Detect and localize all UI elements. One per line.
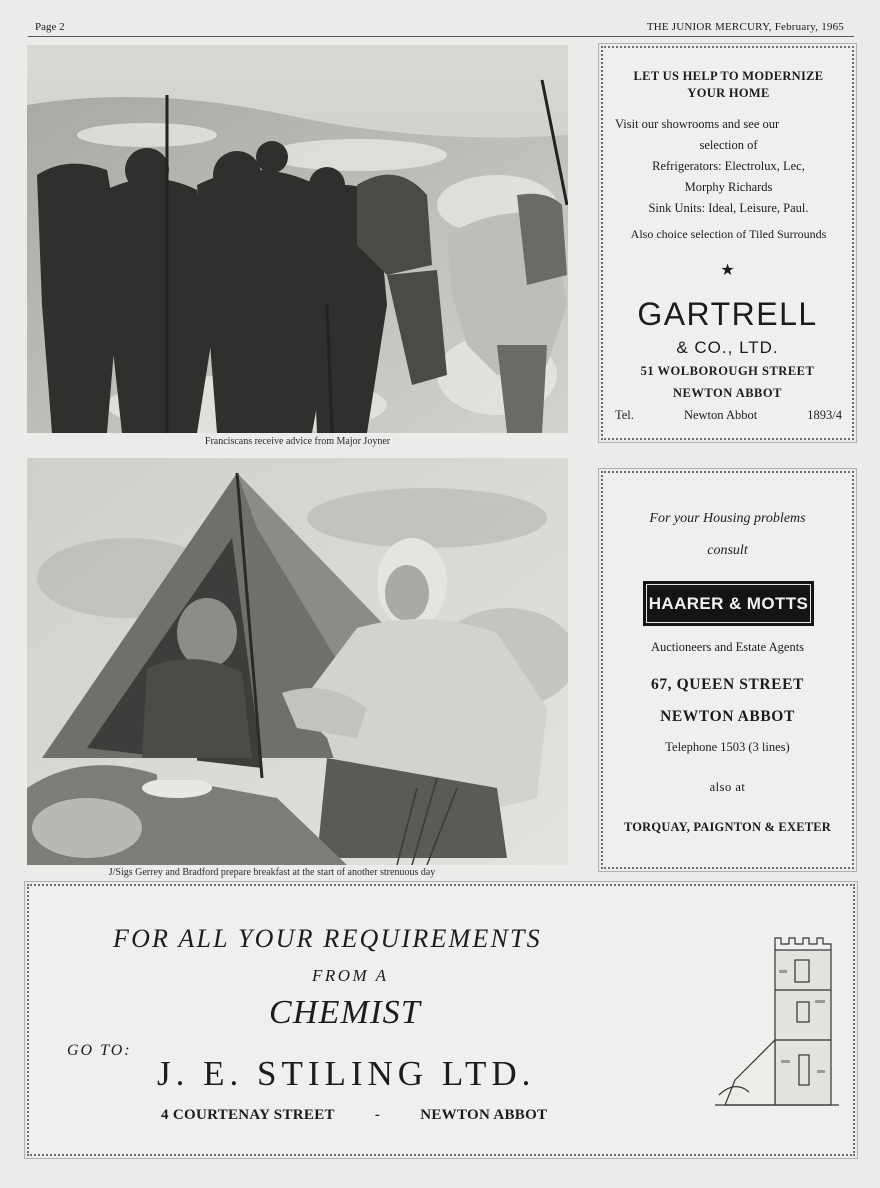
ad-gartrell [601,46,854,440]
photo-franciscans [27,45,568,433]
gartrell-address-2: NEWTON ABBOT [673,386,782,400]
masthead: THE JUNIOR MERCURY, February, 1965 [646,21,844,33]
chemist-goto: GO TO: [67,1042,132,1059]
ad-haarer-motts [601,471,854,869]
gartrell-company-name: GARTRELL [637,296,818,332]
gartrell-line-2: selection of [699,138,758,152]
gartrell-tel-number: 1893/4 [807,408,842,422]
haarer-phone: Telephone 1503 (3 lines) [665,740,790,754]
chemist-line-3: CHEMIST [269,994,421,1031]
chemist-town: NEWTON ABBOT [420,1107,548,1123]
caption-franciscans: Franciscans receive advice from Major Joyner [204,436,391,447]
haarer-motts-logo-text: HAARER & MOTTS [646,584,811,623]
haarer-line-1: For your Housing problems [649,511,806,526]
gartrell-line-5: Sink Units: Ideal, Leisure, Paul. [648,201,809,215]
church-tower-icon [715,930,839,1112]
chemist-company-name: J. E. STILING LTD. [157,1054,536,1093]
gartrell-line-1-text: Visit our showrooms and see our [615,117,780,131]
haarer-other-towns: TORQUAY, PAIGNTON & EXETER [623,820,832,834]
star-icon: ★ [720,262,735,279]
chemist-line-2: FROM A [312,966,389,985]
gartrell-line-4: Morphy Richards [684,180,773,194]
gartrell-tel-place: Newton Abbot [683,408,758,422]
chemist-street: 4 COURTENAY STREET [161,1107,335,1123]
gartrell-tel-label: Tel. [615,408,634,422]
haarer-street: 67, QUEEN STREET [650,676,804,693]
haarer-also: also at [709,780,746,794]
gartrell-company-suffix: & CO., LTD. [676,338,779,357]
haarer-motts-logo [643,581,814,626]
haarer-line-2: consult [707,543,748,558]
haarer-town: NEWTON ABBOT [660,708,795,725]
chemist-dash: - [374,1107,381,1123]
caption-tent-breakfast: J/Sigs Gerrey and Bradford prepare breakfast at the start of another strenuous day [108,867,436,878]
gartrell-line-3: Refrigerators: Electrolux, Lec, [652,159,805,173]
chemist-line-1: FOR ALL YOUR REQUIREMENTS [113,924,542,953]
gartrell-line-1 [615,114,842,135]
chemist-address [161,1107,547,1124]
photo-tent-breakfast [27,458,568,865]
gartrell-address-1: 51 WOLBOROUGH STREET [640,364,815,378]
header-rule [28,36,854,37]
church-tower-illustration [715,930,839,1112]
gartrell-telephone [615,408,842,423]
page-number: Page 2 [35,21,65,33]
ad-chemist [27,884,855,1156]
photo-franciscans-image [27,45,568,433]
haarer-agents: Auctioneers and Estate Agents [650,640,805,654]
gartrell-line-6: Also choice selection of Tiled Surrounds [630,227,827,241]
photo-tent-breakfast-image [27,458,568,865]
gartrell-headline: LET US HELP TO MODERNIZE YOUR HOME [633,69,824,100]
